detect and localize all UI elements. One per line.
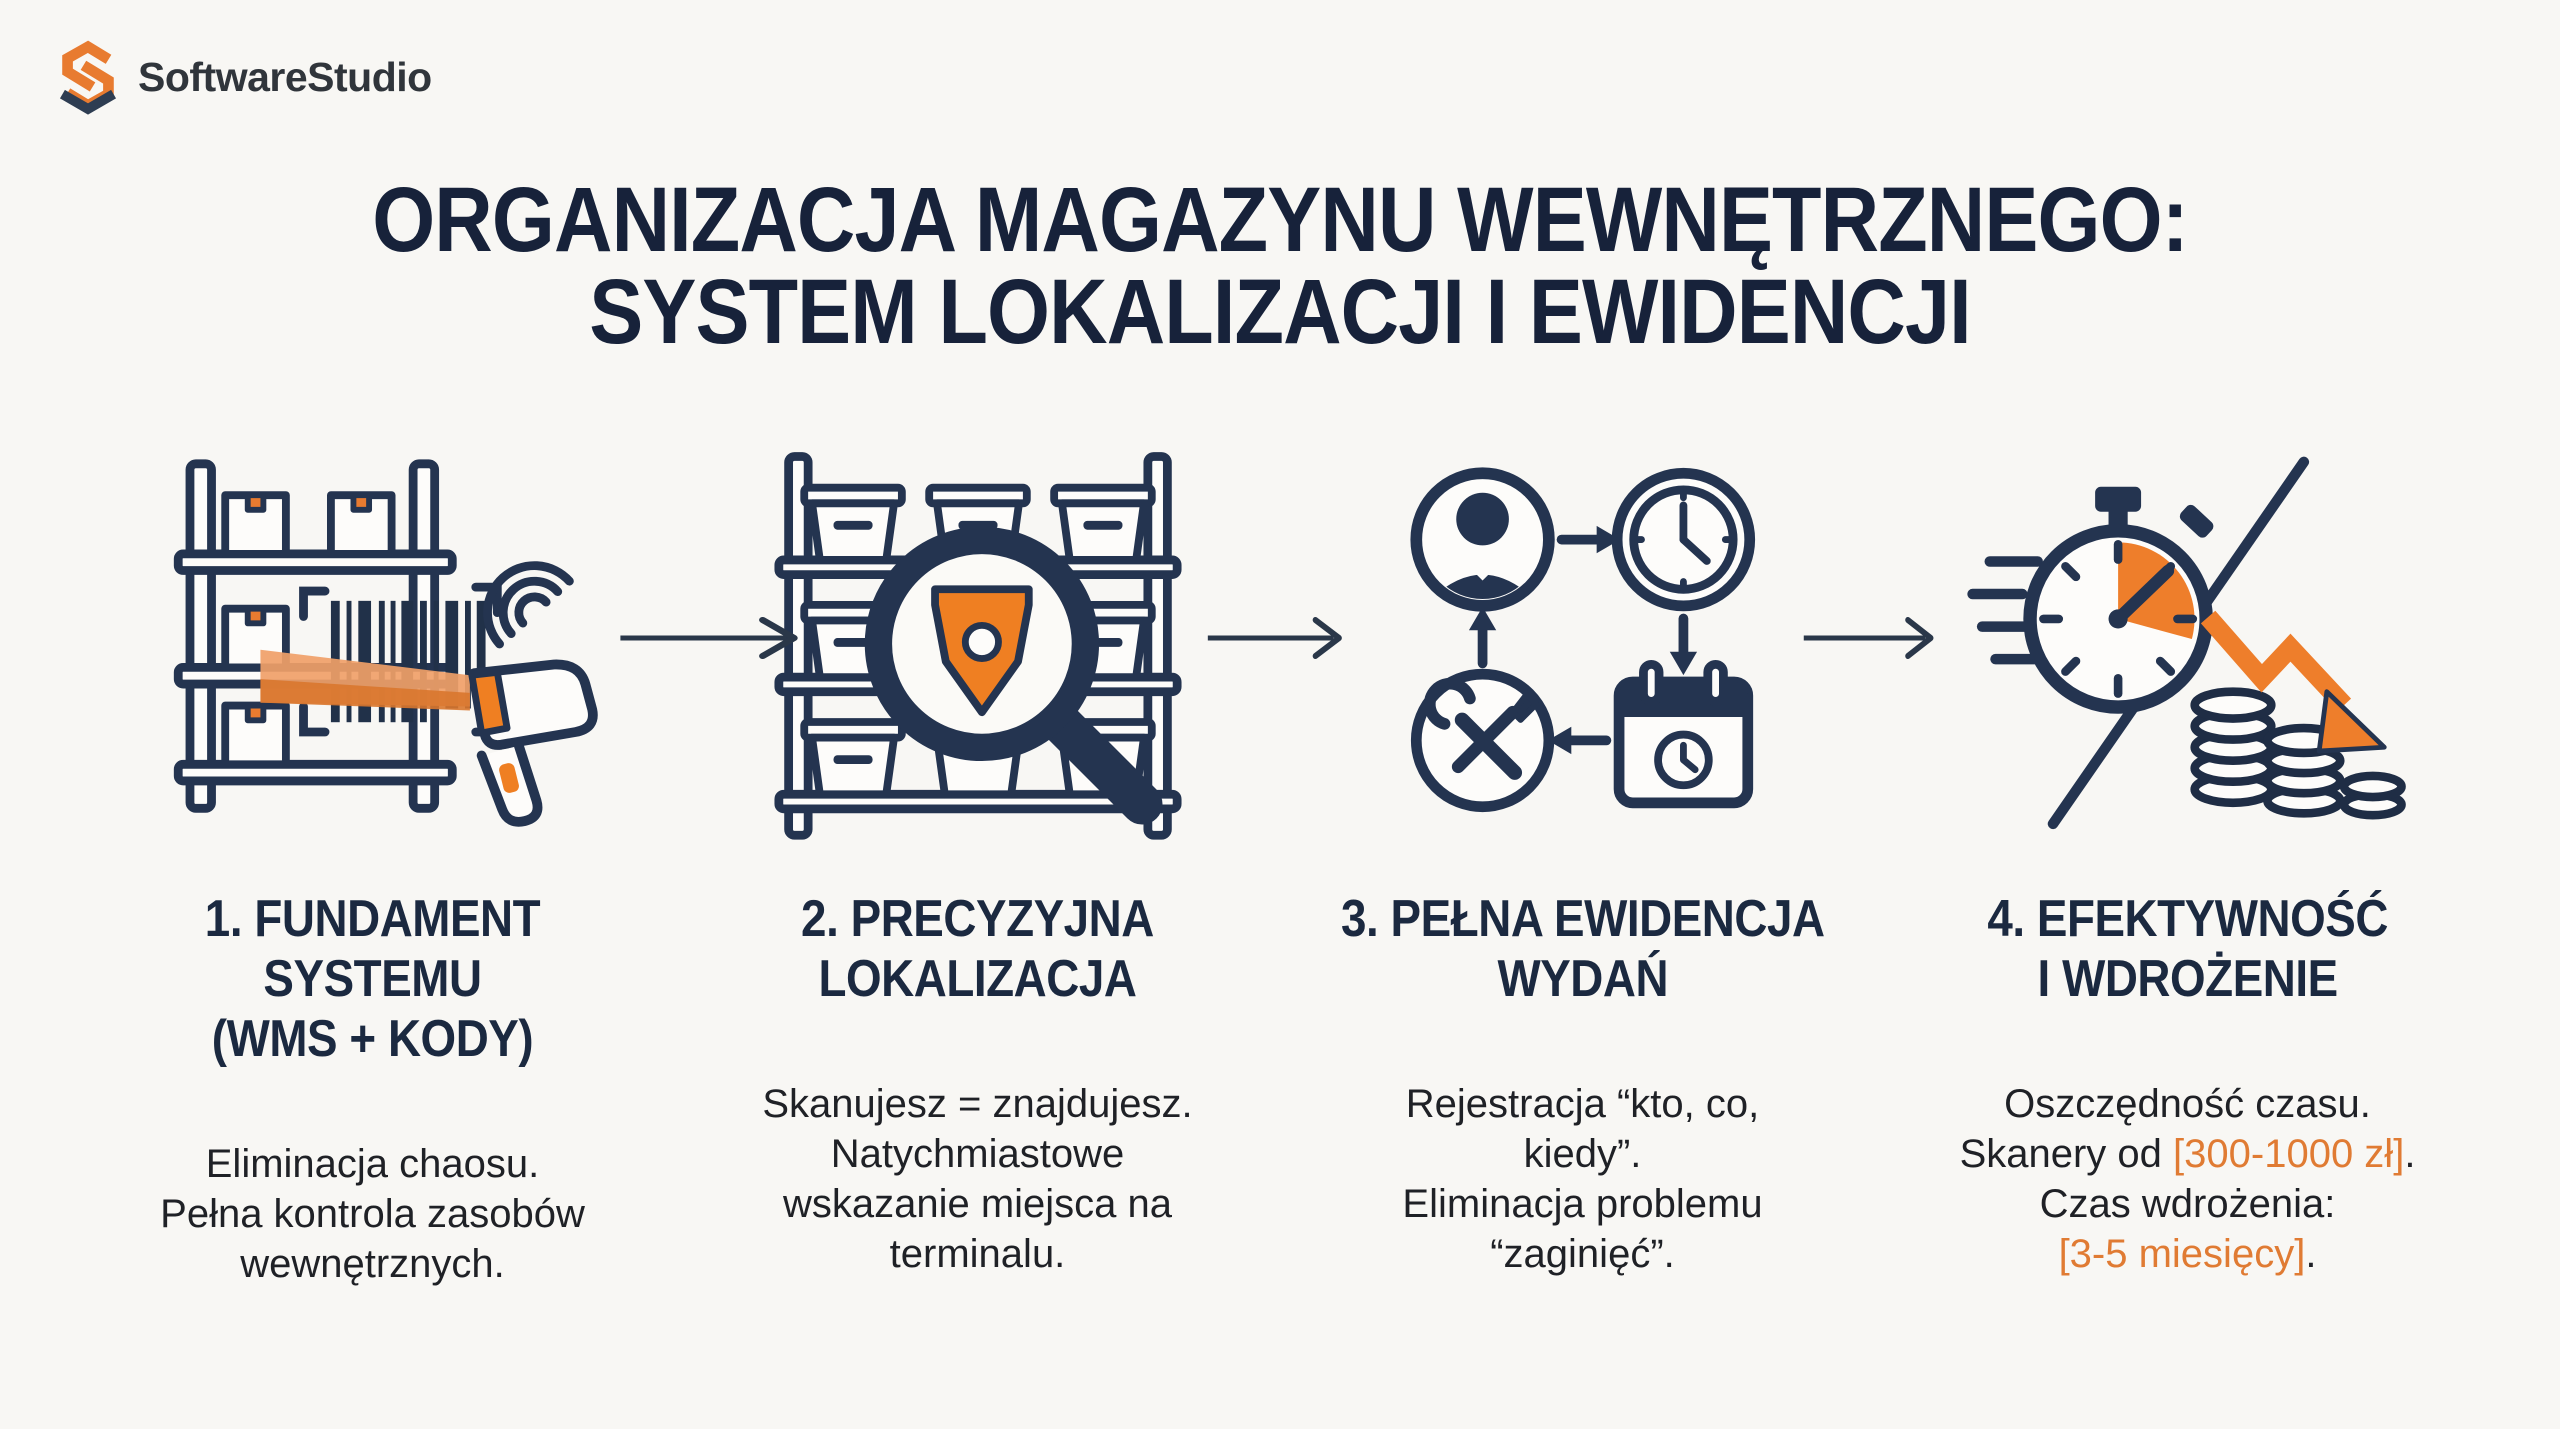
step-body-line: Pełna kontrola zasobów [160,1191,585,1236]
brand-name: SoftwareStudio [138,53,432,100]
step-column-1 [70,430,675,1329]
step-1-heading [70,890,675,1069]
page-title-line1: ORGANIZACJA MAGAZYNU WEWNĘTRZNEGO: [372,168,2188,271]
step-body-line: Eliminacja chaosu. [205,1141,540,1186]
steps-row [70,430,2490,1329]
step-body-line: Skanujesz = znajdujesz. [762,1081,1193,1126]
softwarestudio-logo-icon [56,38,120,116]
step-2-heading [777,890,1178,1010]
step-1-icon-wrap [70,430,675,850]
step-body-line: wewnętrznych. [240,1241,505,1286]
step-3-heading-line2: WYDAŃ [1497,949,1668,1008]
step-column-4 [1885,430,2490,1329]
step-body-line: kiedy”. [1523,1131,1642,1176]
step-body-line: wskazanie miejsca na [782,1181,1173,1226]
shelf-magnifier-location-pin-icon [773,435,1183,845]
stopwatch-cost-reduction-icon [1963,440,2413,840]
step-2-heading-line1: 2. PRECYZYJNA [801,890,1154,948]
step-body-line: Skanery od [300-1000 zł]. [1959,1131,2416,1176]
step-4-heading-line2: I WDROŻENIE [2037,949,2338,1008]
step-body-line: Rejestracja “kto, co, [1405,1081,1760,1126]
step-2-body [762,1079,1192,1279]
warehouse-shelf-barcode-scanner-icon [143,434,603,846]
step-4-body [1960,1079,2416,1279]
step-body-line: terminalu. [889,1231,1066,1276]
flow-arrow-icon [1206,616,1361,660]
step-column-3 [1280,430,1885,1329]
page-title [0,168,2560,363]
step-body-line: Eliminacja problemu [1402,1181,1763,1226]
step-2-heading-line2: LOKALIZACJA [818,949,1137,1008]
step-body-line: [3-5 miesięcy]. [2058,1231,2317,1276]
step-body-line: “zaginięć”. [1490,1231,1675,1276]
flow-arrow-icon [1802,616,1952,660]
brand-header [56,38,432,116]
step-1-heading-line1: 1. FUNDAMENT SYSTEMU [204,890,541,1008]
step-3-heading [1308,890,1858,1010]
step-4-heading [1960,890,2415,1010]
step-4-icon-wrap [1885,430,2490,850]
step-3-heading-line1: 3. PEŁNA EWIDENCJA [1340,890,1825,948]
step-4-heading-line1: 4. EFEKTYWNOŚĆ [1987,890,2388,948]
step-body-line: Oszczędność czasu. [2004,1081,2371,1126]
step-1-heading-line2: (WMS + KODY) [211,1009,534,1068]
step-body-line: Czas wdrożenia: [2039,1181,2336,1226]
flow-arrow-icon [618,616,823,660]
page-title-line2: SYSTEM LOKALIZACJI I EWIDENCJI [589,260,1971,363]
who-what-when-cycle-icon [1388,440,1778,840]
step-3-body [1402,1079,1762,1279]
step-body-line: Natychmiastowe [830,1131,1125,1176]
step-column-2 [675,430,1280,1329]
step-1-body [160,1139,585,1289]
step-3-icon-wrap [1280,430,1885,850]
